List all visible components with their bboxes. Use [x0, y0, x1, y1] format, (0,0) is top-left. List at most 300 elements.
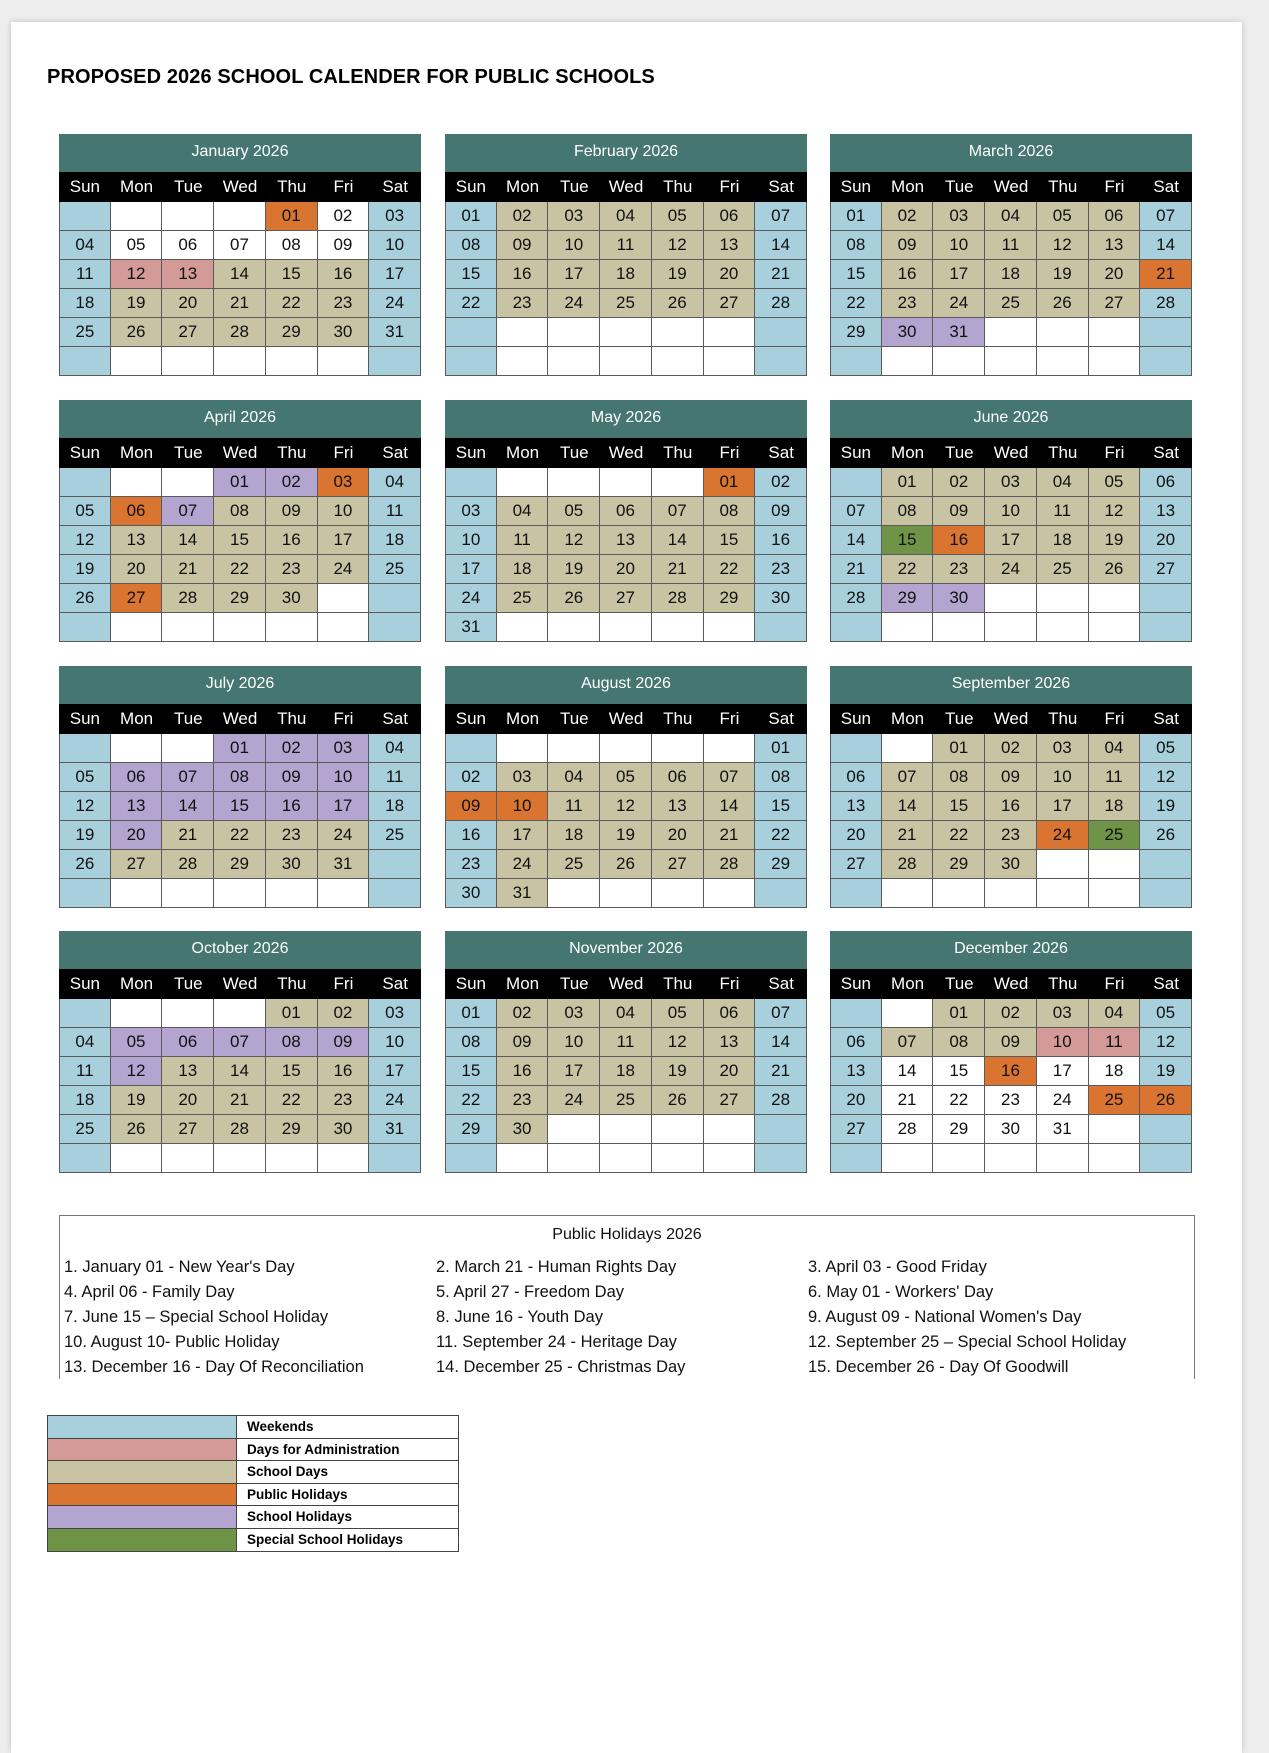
weekday-header-row	[445, 438, 807, 468]
day-cell: 01	[445, 999, 497, 1028]
weekday-label: Fri	[333, 177, 354, 196]
weekday-header-row	[59, 438, 421, 468]
empty-day-cell	[445, 1144, 497, 1173]
day-cell: 15	[933, 1057, 985, 1086]
day-grid	[59, 999, 421, 1173]
day-cell: 18	[369, 792, 421, 821]
empty-day-cell	[882, 1144, 934, 1173]
day-cell: 12	[1089, 497, 1141, 526]
month-june	[830, 400, 1192, 642]
day-grid	[830, 468, 1192, 642]
weekday-label: Mon	[891, 709, 925, 728]
empty-day-cell	[933, 1144, 985, 1173]
weekday-label: Sun	[840, 709, 871, 728]
legend-label: Days for Administration	[247, 1441, 400, 1457]
day-cell: 18	[1037, 526, 1089, 555]
day-cell: 02	[933, 468, 985, 497]
day-cell: 08	[704, 497, 756, 526]
day-cell: 18	[600, 260, 652, 289]
day-cell: 03	[933, 202, 985, 231]
day-cell: 07	[882, 1028, 934, 1057]
empty-day-cell	[755, 1144, 807, 1173]
day-cell: 19	[652, 1057, 704, 1086]
weekday-label: Sun	[69, 177, 100, 196]
day-cell: 16	[266, 526, 318, 555]
day-cell: 31	[445, 613, 497, 642]
day-cell: 09	[445, 792, 497, 821]
holiday-item: 2. March 21 - Human Rights Day	[436, 1258, 677, 1276]
legend-row	[48, 1439, 458, 1462]
day-cell: 29	[214, 850, 266, 879]
day-cell: 19	[1089, 526, 1141, 555]
day-cell: 06	[830, 763, 882, 792]
empty-day-cell	[652, 1115, 704, 1144]
day-cell: 19	[59, 555, 111, 584]
empty-day-cell	[369, 613, 421, 642]
day-cell: 08	[933, 763, 985, 792]
empty-day-cell	[600, 318, 652, 347]
day-cell: 14	[704, 792, 756, 821]
day-cell: 19	[111, 289, 163, 318]
day-cell: 22	[214, 821, 266, 850]
day-cell: 26	[111, 1115, 163, 1144]
day-cell: 22	[266, 1086, 318, 1115]
weekday-label: Mon	[120, 443, 154, 462]
day-cell: 21	[882, 1086, 934, 1115]
day-cell: 28	[162, 850, 214, 879]
empty-day-cell	[704, 734, 756, 763]
day-cell: 08	[214, 763, 266, 792]
empty-day-cell	[111, 999, 163, 1028]
day-cell: 24	[369, 1086, 421, 1115]
empty-day-cell	[985, 1144, 1037, 1173]
weekday-label: Sat	[768, 177, 794, 196]
empty-day-cell	[830, 468, 882, 497]
day-cell: 24	[1037, 1086, 1089, 1115]
day-cell: 30	[985, 850, 1037, 879]
day-cell: 23	[882, 289, 934, 318]
day-cell: 25	[600, 1086, 652, 1115]
day-cell: 20	[1140, 526, 1192, 555]
empty-day-cell	[704, 613, 756, 642]
day-cell: 06	[704, 202, 756, 231]
day-cell: 29	[266, 318, 318, 347]
empty-day-cell	[548, 613, 600, 642]
day-cell: 22	[933, 821, 985, 850]
empty-day-cell	[369, 1144, 421, 1173]
day-cell: 17	[369, 260, 421, 289]
empty-day-cell	[266, 347, 318, 376]
day-cell: 18	[1089, 792, 1141, 821]
day-cell: 04	[548, 763, 600, 792]
weekday-label: Sun	[455, 177, 486, 196]
day-cell: 09	[882, 231, 934, 260]
weekday-label: Tue	[944, 177, 974, 196]
weekday-label: Sat	[1153, 974, 1179, 993]
day-cell: 19	[548, 555, 600, 584]
day-cell: 13	[704, 1028, 756, 1057]
empty-day-cell	[1037, 347, 1089, 376]
day-cell: 11	[985, 231, 1037, 260]
day-cell: 27	[652, 850, 704, 879]
weekday-label: Sat	[1153, 177, 1179, 196]
weekday-label: Mon	[506, 709, 540, 728]
day-cell: 01	[933, 999, 985, 1028]
day-cell: 02	[497, 999, 549, 1028]
day-grid	[830, 999, 1192, 1173]
day-cell: 02	[755, 468, 807, 497]
day-cell: 06	[162, 231, 214, 260]
day-cell: 28	[214, 318, 266, 347]
day-cell: 16	[445, 821, 497, 850]
weekday-label: Wed	[993, 974, 1029, 993]
day-cell: 08	[830, 231, 882, 260]
day-cell: 05	[59, 763, 111, 792]
empty-day-cell	[882, 347, 934, 376]
empty-day-cell	[59, 999, 111, 1028]
day-cell: 21	[704, 821, 756, 850]
day-cell: 09	[318, 231, 370, 260]
empty-day-cell	[59, 468, 111, 497]
day-cell: 27	[1089, 289, 1141, 318]
day-cell: 26	[548, 584, 600, 613]
day-cell: 03	[318, 734, 370, 763]
weekday-label: Sun	[455, 443, 486, 462]
weekday-label: Fri	[719, 443, 740, 462]
day-cell: 21	[652, 555, 704, 584]
day-cell: 04	[369, 734, 421, 763]
weekday-label: Fri	[1104, 709, 1125, 728]
day-cell: 12	[652, 231, 704, 260]
empty-day-cell	[445, 318, 497, 347]
day-cell: 09	[318, 1028, 370, 1057]
day-cell: 14	[882, 792, 934, 821]
day-cell: 17	[497, 821, 549, 850]
day-cell: 11	[369, 497, 421, 526]
month-title: May 2026	[445, 400, 807, 438]
month-title: July 2026	[59, 666, 421, 704]
day-cell: 26	[652, 1086, 704, 1115]
day-cell: 25	[548, 850, 600, 879]
day-cell: 12	[652, 1028, 704, 1057]
weekday-header-row	[830, 969, 1192, 999]
day-cell: 05	[1140, 734, 1192, 763]
day-cell: 06	[162, 1028, 214, 1057]
day-cell: 30	[933, 584, 985, 613]
page-title: PROPOSED 2026 SCHOOL CALENDER FOR PUBLIC SCHOOLS	[47, 66, 655, 88]
weekday-label: Sun	[69, 974, 100, 993]
empty-day-cell	[497, 347, 549, 376]
day-cell: 18	[600, 1057, 652, 1086]
weekday-label: Sat	[768, 974, 794, 993]
day-cell: 13	[111, 792, 163, 821]
empty-day-cell	[1037, 613, 1089, 642]
day-cell: 13	[704, 231, 756, 260]
day-cell: 16	[985, 1057, 1037, 1086]
empty-day-cell	[548, 734, 600, 763]
day-cell: 17	[369, 1057, 421, 1086]
empty-day-cell	[1089, 347, 1141, 376]
day-cell: 28	[162, 584, 214, 613]
empty-day-cell	[755, 613, 807, 642]
day-cell: 14	[755, 231, 807, 260]
legend-label: Weekends	[247, 1419, 314, 1434]
day-cell: 10	[369, 1028, 421, 1057]
day-cell: 18	[985, 260, 1037, 289]
weekday-header-row	[830, 438, 1192, 468]
day-cell: 01	[704, 468, 756, 497]
empty-day-cell	[266, 1144, 318, 1173]
legend-row	[48, 1506, 458, 1529]
day-cell: 26	[600, 850, 652, 879]
empty-day-cell	[933, 879, 985, 908]
weekday-label: Tue	[173, 974, 203, 993]
weekday-label: Fri	[1104, 974, 1125, 993]
day-cell: 10	[497, 792, 549, 821]
day-cell: 31	[497, 879, 549, 908]
empty-day-cell	[600, 468, 652, 497]
day-cell: 28	[1140, 289, 1192, 318]
day-cell: 16	[266, 792, 318, 821]
day-cell: 14	[830, 526, 882, 555]
day-grid	[445, 468, 807, 642]
holiday-item: 1. January 01 - New Year's Day	[64, 1258, 295, 1276]
empty-day-cell	[111, 1144, 163, 1173]
color-legend	[47, 1415, 459, 1552]
day-cell: 05	[652, 202, 704, 231]
month-title: April 2026	[59, 400, 421, 438]
day-cell: 11	[497, 526, 549, 555]
weekday-label: Tue	[559, 709, 589, 728]
holiday-item: 6. May 01 - Workers' Day	[808, 1283, 994, 1301]
day-cell: 29	[830, 318, 882, 347]
day-cell: 25	[985, 289, 1037, 318]
month-title: December 2026	[830, 931, 1192, 969]
day-cell: 04	[600, 202, 652, 231]
legend-label: Public Holidays	[247, 1486, 348, 1502]
day-cell: 05	[548, 497, 600, 526]
day-cell: 22	[214, 555, 266, 584]
empty-day-cell	[59, 1144, 111, 1173]
empty-day-cell	[830, 999, 882, 1028]
empty-day-cell	[1089, 1115, 1141, 1144]
weekday-label: Wed	[608, 443, 644, 462]
empty-day-cell	[548, 879, 600, 908]
empty-day-cell	[1037, 1144, 1089, 1173]
day-cell: 10	[318, 497, 370, 526]
day-cell: 13	[1140, 497, 1192, 526]
day-cell: 07	[162, 763, 214, 792]
day-cell: 23	[985, 821, 1037, 850]
day-cell: 26	[1140, 1086, 1192, 1115]
day-cell: 20	[704, 1057, 756, 1086]
day-cell: 06	[111, 497, 163, 526]
day-cell: 22	[704, 555, 756, 584]
weekday-label: Wed	[993, 709, 1029, 728]
day-cell: 03	[1037, 999, 1089, 1028]
public-holidays-title: Public Holidays 2026	[552, 1226, 702, 1243]
day-cell: 25	[369, 821, 421, 850]
day-cell: 22	[755, 821, 807, 850]
weekday-label: Mon	[891, 177, 925, 196]
weekday-label: Mon	[120, 974, 154, 993]
weekday-label: Sun	[69, 443, 100, 462]
day-cell: 28	[882, 850, 934, 879]
empty-day-cell	[1037, 879, 1089, 908]
day-cell: 11	[600, 231, 652, 260]
month-title: March 2026	[830, 134, 1192, 172]
day-cell: 11	[1089, 763, 1141, 792]
weekday-label: Mon	[891, 443, 925, 462]
empty-day-cell	[830, 1144, 882, 1173]
day-cell: 02	[882, 202, 934, 231]
day-cell: 18	[369, 526, 421, 555]
weekday-label: Tue	[559, 443, 589, 462]
day-cell: 20	[111, 555, 163, 584]
day-cell: 21	[830, 555, 882, 584]
day-cell: 21	[1140, 260, 1192, 289]
empty-day-cell	[830, 879, 882, 908]
holiday-item: 3. April 03 - Good Friday	[808, 1258, 987, 1276]
weekday-label: Thu	[1048, 709, 1078, 728]
day-cell: 16	[318, 1057, 370, 1086]
day-cell: 23	[266, 555, 318, 584]
weekday-label: Mon	[506, 443, 540, 462]
day-cell: 02	[985, 734, 1037, 763]
weekday-label: Tue	[173, 709, 203, 728]
day-grid	[445, 734, 807, 908]
day-cell: 15	[830, 260, 882, 289]
day-cell: 23	[445, 850, 497, 879]
day-cell: 20	[704, 260, 756, 289]
day-cell: 20	[830, 1086, 882, 1115]
weekday-label: Fri	[719, 974, 740, 993]
holiday-item: 7. June 15 – Special School Holiday	[64, 1308, 329, 1326]
day-cell: 30	[882, 318, 934, 347]
day-cell: 19	[1140, 792, 1192, 821]
empty-day-cell	[1037, 850, 1089, 879]
day-cell: 15	[266, 1057, 318, 1086]
day-grid	[445, 999, 807, 1173]
weekday-label: Wed	[993, 443, 1029, 462]
empty-day-cell	[755, 1115, 807, 1144]
day-grid	[59, 202, 421, 376]
empty-day-cell	[318, 613, 370, 642]
day-cell: 25	[600, 289, 652, 318]
weekday-label: Thu	[663, 974, 693, 993]
holiday-item: 10. August 10- Public Holiday	[64, 1333, 280, 1351]
empty-day-cell	[1037, 584, 1089, 613]
day-cell: 23	[933, 555, 985, 584]
empty-day-cell	[214, 999, 266, 1028]
month-september	[830, 666, 1192, 908]
day-cell: 20	[830, 821, 882, 850]
weekday-label: Thu	[277, 443, 307, 462]
weekday-label: Fri	[333, 974, 354, 993]
day-cell: 21	[755, 260, 807, 289]
day-cell: 11	[59, 260, 111, 289]
day-cell: 06	[600, 497, 652, 526]
weekday-label: Mon	[506, 974, 540, 993]
empty-day-cell	[497, 318, 549, 347]
day-cell: 06	[830, 1028, 882, 1057]
empty-day-cell	[497, 734, 549, 763]
day-cell: 04	[497, 497, 549, 526]
empty-day-cell	[600, 1115, 652, 1144]
day-cell: 16	[497, 1057, 549, 1086]
day-cell: 07	[1140, 202, 1192, 231]
weekday-label: Tue	[944, 443, 974, 462]
day-cell: 24	[318, 555, 370, 584]
holiday-item: 11. September 24 - Heritage Day	[436, 1333, 677, 1351]
empty-day-cell	[1089, 584, 1141, 613]
day-cell: 03	[318, 468, 370, 497]
day-cell: 02	[266, 734, 318, 763]
day-cell: 30	[445, 879, 497, 908]
empty-day-cell	[1089, 879, 1141, 908]
empty-day-cell	[985, 318, 1037, 347]
empty-day-cell	[111, 613, 163, 642]
day-cell: 09	[933, 497, 985, 526]
weekday-label: Thu	[1048, 443, 1078, 462]
empty-day-cell	[600, 1144, 652, 1173]
weekday-label: Thu	[663, 443, 693, 462]
weekday-label: Sun	[840, 177, 871, 196]
empty-day-cell	[652, 1144, 704, 1173]
day-cell: 12	[59, 526, 111, 555]
empty-day-cell	[882, 613, 934, 642]
day-cell: 28	[214, 1115, 266, 1144]
weekday-label: Sun	[455, 709, 486, 728]
day-cell: 08	[933, 1028, 985, 1057]
day-cell: 07	[214, 231, 266, 260]
empty-day-cell	[59, 879, 111, 908]
day-cell: 24	[933, 289, 985, 318]
day-cell: 28	[755, 289, 807, 318]
weekday-label: Wed	[608, 709, 644, 728]
weekday-label: Wed	[222, 177, 258, 196]
month-title: November 2026	[445, 931, 807, 969]
day-cell: 09	[266, 763, 318, 792]
day-cell: 01	[214, 734, 266, 763]
empty-day-cell	[162, 999, 214, 1028]
empty-day-cell	[985, 879, 1037, 908]
day-cell: 23	[318, 289, 370, 318]
weekday-label: Sat	[1153, 709, 1179, 728]
weekday-label: Wed	[993, 177, 1029, 196]
day-cell: 20	[162, 289, 214, 318]
weekday-label: Tue	[173, 177, 203, 196]
day-cell: 15	[755, 792, 807, 821]
day-cell: 12	[1037, 231, 1089, 260]
day-cell: 23	[497, 1086, 549, 1115]
empty-day-cell	[59, 613, 111, 642]
empty-day-cell	[318, 879, 370, 908]
day-cell: 26	[1089, 555, 1141, 584]
day-cell: 10	[445, 526, 497, 555]
empty-day-cell	[318, 584, 370, 613]
day-cell: 21	[755, 1057, 807, 1086]
empty-day-cell	[985, 584, 1037, 613]
weekday-label: Sun	[69, 709, 100, 728]
day-cell: 08	[445, 1028, 497, 1057]
day-cell: 09	[497, 231, 549, 260]
day-cell: 12	[1140, 1028, 1192, 1057]
empty-day-cell	[652, 468, 704, 497]
empty-day-cell	[1140, 347, 1192, 376]
day-cell: 05	[1037, 202, 1089, 231]
legend-swatch	[48, 1416, 237, 1438]
